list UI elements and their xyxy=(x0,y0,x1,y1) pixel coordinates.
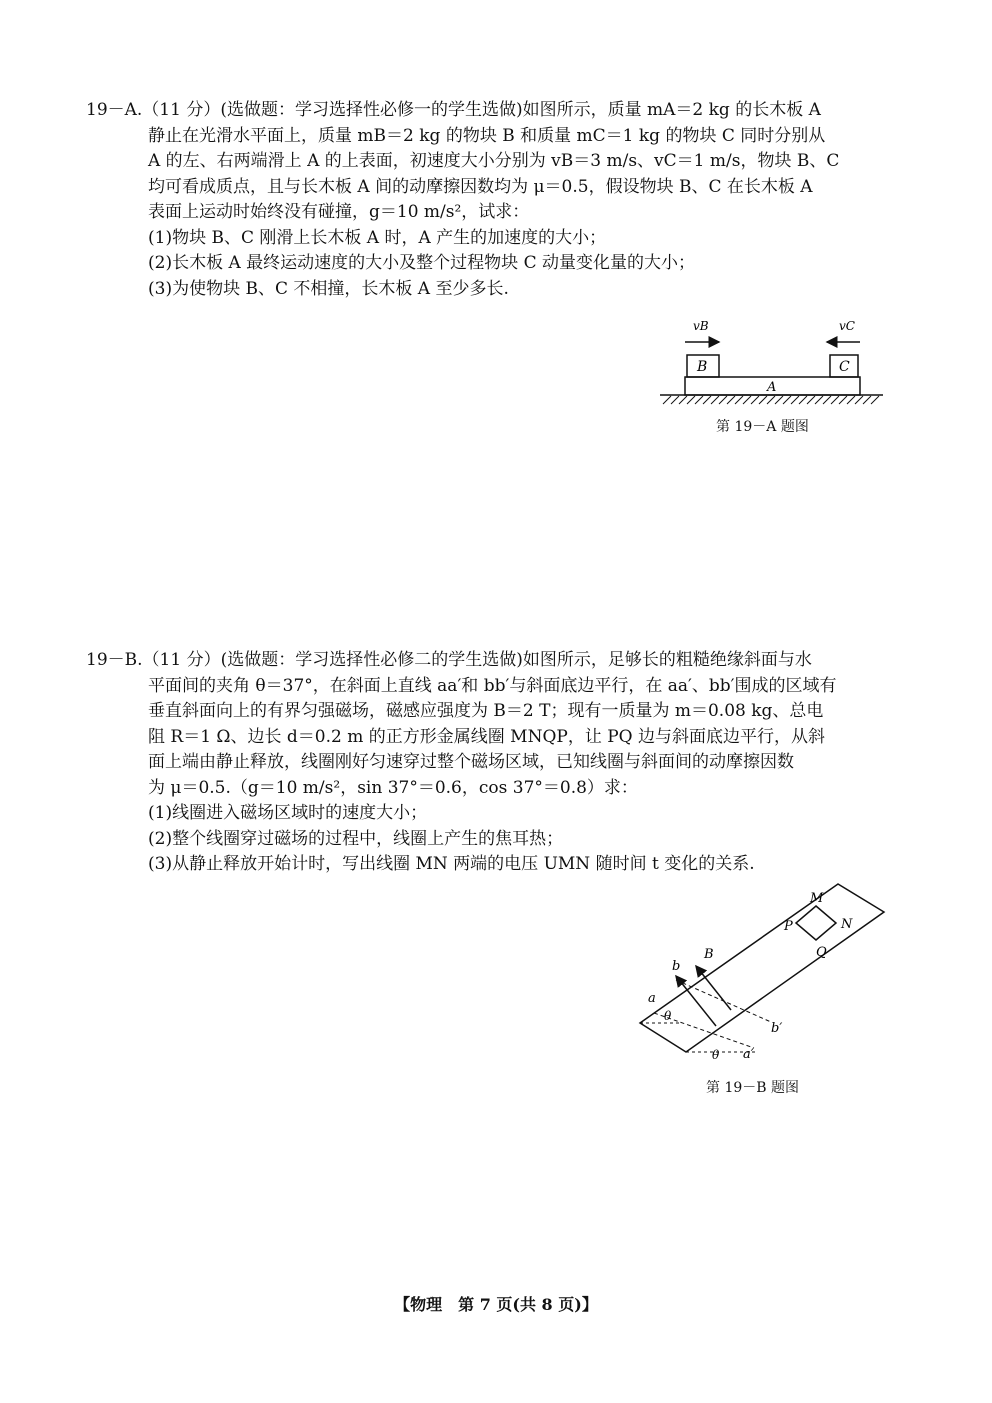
q19a-subq-3: (3)为使物块 B、C 不相撞，长木板 A 至少多长. xyxy=(148,278,509,299)
q19a-line-1: 19－A.（11 分）(选做题：学习选择性必修一的学生选做)如图所示，质量 mA＝2 kg 的长木板 A xyxy=(86,100,821,120)
figure-19a xyxy=(655,318,890,413)
caption-19b: 第 19－B 题图 xyxy=(706,1080,800,1096)
label-b-prime: b′ xyxy=(771,1021,783,1036)
q19b-line-1: 19－B.（11 分）(选做题：学习选择性必修二的学生选做)如图所示，足够长的粗糙绝缘斜面与水 xyxy=(86,650,812,670)
ground-hatching xyxy=(663,396,879,404)
label-vb: vB xyxy=(693,319,709,333)
caption-19a: 第 19－A 题图 xyxy=(716,419,809,435)
label-field-b: B xyxy=(704,947,714,962)
label-vc: vC xyxy=(839,319,855,333)
question-19a xyxy=(86,98,898,302)
label-a-prime: a′ xyxy=(743,1047,754,1062)
figure-19b xyxy=(636,880,886,1070)
q19b-subq-3: (3)从静止释放开始计时，写出线圈 MN 两端的电压 UMN 随时间 t 变化的关系. xyxy=(148,854,755,874)
q19b-line-4: 阻 R＝1 Ω、边长 d＝0.2 m 的正方形金属线圈 MNQP，让 PQ 边与斜面底边平行，从斜 xyxy=(148,726,826,747)
q19b-line-3: 垂直斜面向上的有界匀强磁场，磁感应强度为 B＝2 T；现有一质量为 m＝0.08 kg、总电 xyxy=(148,701,824,721)
label-p: P xyxy=(784,919,793,934)
q19a-line-3: A 的左、右两端滑上 A 的上表面，初速度大小分别为 vB＝3 m/s、vC＝1 m/s，物块 B、C xyxy=(148,151,840,171)
label-a: A xyxy=(767,380,777,395)
page-footer: 【物理 第 7 页(共 8 页)】 xyxy=(394,1295,598,1314)
q19b-subq-1: (1)线圈进入磁场区域时的速度大小； xyxy=(148,803,428,823)
q19b-line-2: 平面间的夹角 θ＝37°，在斜面上直线 aa′和 bb′与斜面底边平行，在 aa′、bb′围成的区域有 xyxy=(148,675,837,696)
q19a-line-5: 表面上运动时始终没有碰撞，g＝10 m/s²，试求： xyxy=(148,202,530,222)
label-b: B xyxy=(697,359,708,375)
q19b-subq-2: (2)整个线圈穿过磁场的过程中，线圈上产生的焦耳热； xyxy=(148,828,564,849)
q19a-subq-1: (1)物块 B、C 刚滑上长木板 A 时，A 产生的加速度的大小； xyxy=(148,227,607,248)
label-b: b xyxy=(672,959,681,974)
q19a-line-4: 均可看成质点，且与长木板 A 间的动摩擦因数均为 μ＝0.5，假设物块 B、C 在长木板 A xyxy=(148,176,813,197)
q19a-line-2: 静止在光滑水平面上，质量 mB＝2 kg 的物块 B 和质量 mC＝1 kg 的物块 C 同时分别从 xyxy=(148,125,826,146)
label-c: C xyxy=(839,359,850,375)
figure-19b-svg xyxy=(636,880,886,1070)
field-arrow-2 xyxy=(696,966,731,1010)
label-n: N xyxy=(841,917,853,932)
q19b-line-5: 面上端由静止释放，线圈刚好匀速穿过整个磁场区域，已知线圈与斜面间的动摩擦因数 xyxy=(148,752,794,772)
label-theta-2: θ xyxy=(712,1048,720,1062)
label-theta-1: θ xyxy=(664,1009,672,1023)
coil-mnqp xyxy=(796,906,836,940)
figure-19a-svg xyxy=(655,318,890,413)
q19b-line-6: 为 μ＝0.5.（g＝10 m/s²，sin 37°＝0.6，cos 37°＝0.8）求： xyxy=(148,777,638,798)
q19a-subq-2: (2)长木板 A 最终运动速度的大小及整个过程物块 C 动量变化量的大小； xyxy=(148,253,695,273)
label-m: M xyxy=(810,891,824,906)
label-q: Q xyxy=(816,945,827,960)
question-19b xyxy=(86,648,898,878)
label-a: a xyxy=(648,991,656,1006)
